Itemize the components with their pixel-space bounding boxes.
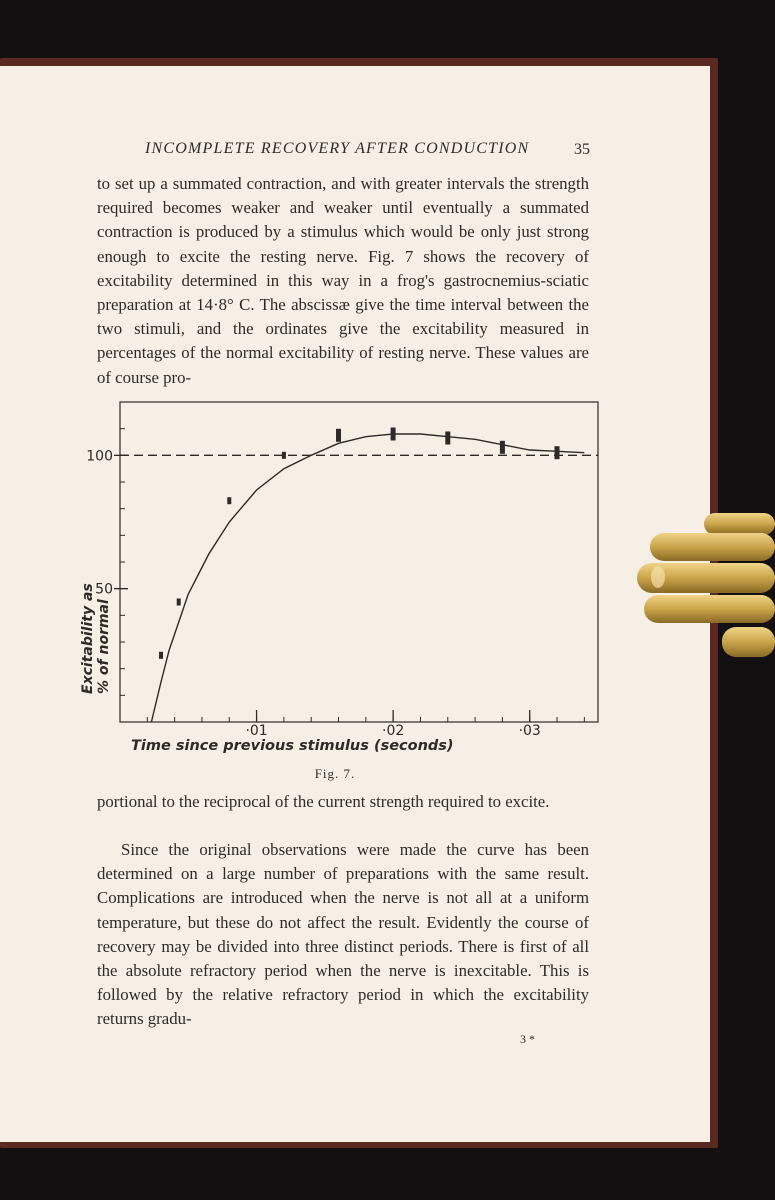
book-page: [0, 66, 710, 1142]
data-point: [282, 452, 286, 459]
gold-fingernail: [651, 566, 665, 588]
data-point: [227, 497, 231, 504]
y-axis-label-line-2: % of normal: [96, 599, 112, 694]
x-tick-label: ·03: [518, 723, 541, 739]
signature-mark: 3 *: [520, 1032, 535, 1046]
data-points: [159, 428, 560, 659]
data-point: [391, 428, 396, 441]
y-axis-ticks: [86, 448, 128, 597]
gold-thumb: [722, 627, 775, 657]
x-axis-ticks: [245, 710, 540, 739]
gold-finger-2: [650, 533, 775, 561]
paragraph-2: portional to the reciprocal of the current strength required to excite.: [97, 792, 550, 811]
data-point: [500, 441, 505, 454]
figure-7-chart: [76, 394, 606, 764]
data-point: [336, 429, 341, 442]
running-head-title: INCOMPLETE RECOVERY AFTER CONDUCTION: [145, 140, 530, 157]
x-axis-label: Time since previous stimulus (seconds): [131, 738, 454, 754]
page-number: 35: [574, 141, 590, 158]
y-tick-label: 100: [86, 448, 113, 465]
x-tick-label: ·02: [382, 723, 405, 739]
paragraph-1: to set up a summated contraction, and with greater intervals the strength required becomes weaker and weaker until eventually a summated contraction is produced by a stimulus which would be only just strong enough to excite the resting nerve. Fig. 7 shows the recovery of excitability determined in this way in a frog's gastrocnemius-sciatic preparation at 14·8° C. The abscissæ give the time interval between the two stimuli, and the ordinates give the excitability measured in percentages of the normal excitability of resting nerve. These values are of course pro-: [97, 174, 589, 387]
figure-caption: Fig. 7.: [314, 766, 356, 781]
recovery-curve: [151, 434, 584, 722]
data-point: [555, 446, 560, 459]
x-tick-label: ·01: [245, 723, 268, 739]
gold-hand-page-holder: [632, 505, 775, 665]
gold-finger-4: [644, 595, 775, 623]
x-axis-minor-ticks: [147, 717, 584, 722]
data-point: [177, 599, 181, 606]
data-point: [159, 652, 163, 659]
y-axis-label-line-1: Excitability as: [80, 583, 96, 694]
gold-finger-1: [704, 513, 775, 535]
y-axis-minor-ticks: [120, 429, 125, 696]
data-point: [445, 432, 450, 445]
paragraph-3: Since the original observations were made the curve has been determined on a large number of preparations with the same result. Complications are introduced when the nerve is not all at a uniform temperature, but these do not affect the result. Evidently the course of recovery may be divided into three distinct periods. There is first of all the absolute refractory period when the nerve is inexcitable. This is followed by the relative refractory period in which the excitability returns gradu-: [97, 840, 589, 1029]
y-tick-label: 50: [95, 581, 113, 598]
